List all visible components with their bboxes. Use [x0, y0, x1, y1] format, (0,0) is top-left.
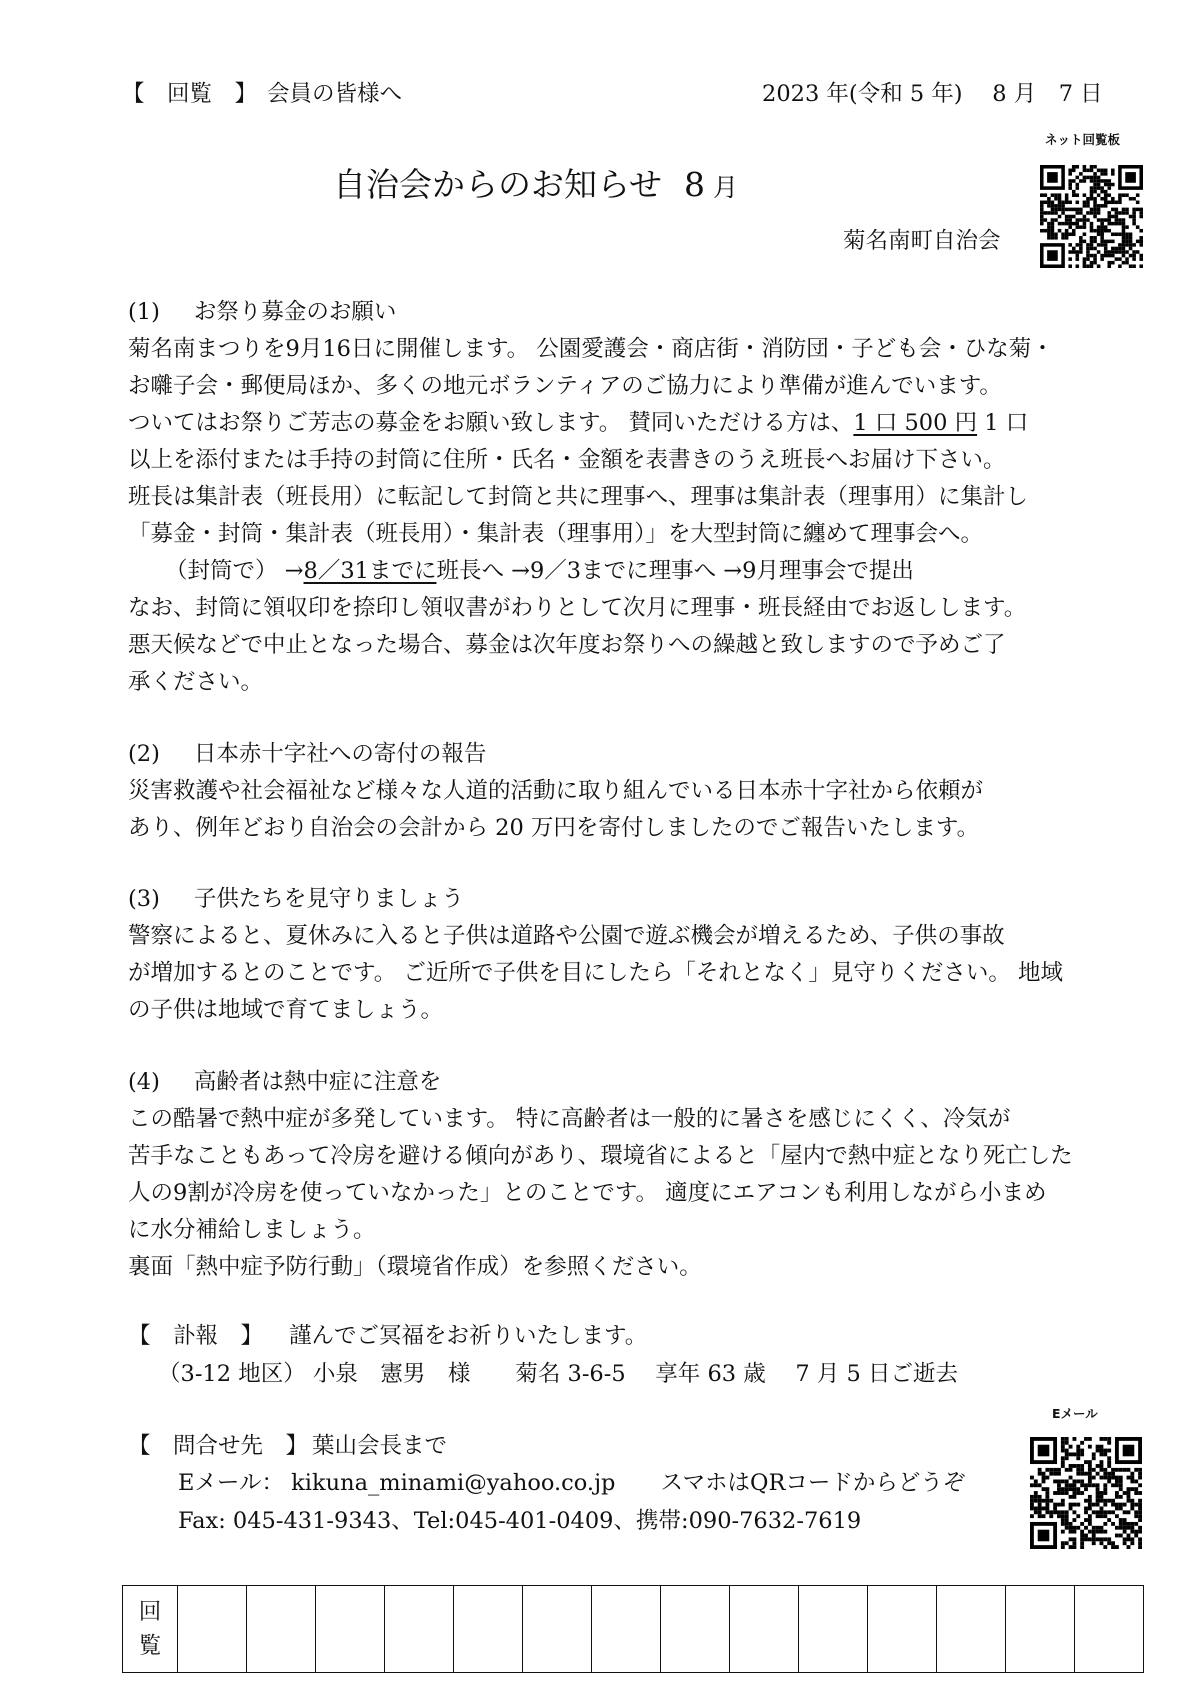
- section2-title: 日本赤十字社への寄付の報告: [193, 741, 487, 767]
- section3-line: の子供は地域で育てましょう。: [128, 997, 444, 1023]
- signoff-stamp-cell: [661, 1586, 730, 1673]
- contact-phone: Fax: 045-431-9343、Tel:045-401-0409、携帯:090-7632-7619: [178, 1508, 862, 1534]
- net-board-label: ネット回覧板: [1045, 132, 1121, 147]
- signoff-stamp-cell: [868, 1586, 937, 1673]
- section4-line: 人の9割が冷房を使っていなかった」とのことです。 適度にエアコンも利用しながら小まめ: [128, 1180, 1047, 1206]
- signoff-stamp-cell: [454, 1586, 523, 1673]
- donation-unit-amount: 1 口 500 円: [853, 410, 978, 436]
- email-qr-label: Eメール: [1052, 1406, 1098, 1421]
- contact-email: Eメール： kikuna_minami@yahoo.co.jp スマホはQRコードからどうぞ: [178, 1470, 966, 1496]
- section1-line: 「募金・封筒・集計表（班長用）・集計表（理事用）」を大型封筒に纏めて理事会へ。: [128, 521, 984, 547]
- contact-person: 葉山会長まで: [312, 1433, 448, 1459]
- signoff-stamp-cell: [523, 1586, 592, 1673]
- section4-line: 裏面「熱中症予防行動」（環境省作成）を参照ください。: [128, 1254, 702, 1280]
- section3-line: が増加するとのことです。 ご近所で子供を目にしたら「それとなく」見守りください。 地域: [128, 960, 1064, 986]
- section1-line: 承ください。: [128, 669, 264, 695]
- signoff-row: [123, 1586, 1144, 1673]
- signoff-label-cell: [123, 1586, 178, 1673]
- obituary-detail: （3-12 地区） 小泉 憲男 様 菊名 3-6-5 享年 63 歳 7 月 5 日ご逝去: [158, 1361, 958, 1387]
- section1-text: 1 口: [977, 410, 1029, 436]
- section1-line: 菊名南まつりを9月16日に開催します。 公園愛護会・商店街・消防団・子ども会・ひな菊・: [128, 336, 1054, 362]
- section1-line: 班長は集計表（班長用）に転記して封筒と共に理事へ、理事は集計表（理事用）に集計し: [128, 484, 1029, 510]
- contact-label: 【 問合せ先 】: [128, 1433, 309, 1459]
- signoff-stamp-cell: [1006, 1586, 1075, 1673]
- section4-line: この酷暑で熱中症が多発しています。 特に高齢者は一般的に暑さを感じにくく、冷気が: [128, 1106, 1011, 1132]
- net-board-qr-icon[interactable]: [1040, 165, 1143, 268]
- signoff-stamp-cell: [1075, 1586, 1144, 1673]
- section1-text: 班長へ →9／3までに理事へ →9月理事会で提出: [436, 558, 914, 584]
- title-main: 自治会からのお知らせ: [333, 165, 663, 204]
- section1-line: なお、封筒に領収印を捺印し領収書がわりとして次月に理事・班長経由でお返しします。: [128, 595, 1027, 621]
- section4-title: 高齢者は熱中症に注意を: [193, 1069, 442, 1095]
- circulation-signoff-table: [122, 1585, 1144, 1673]
- signoff-stamp-cell: [385, 1586, 454, 1673]
- header-left: [122, 78, 402, 111]
- section3-heading: [128, 883, 464, 916]
- section4-line: に水分補給しましょう。: [128, 1217, 376, 1243]
- signoff-label-char: 覧: [138, 1633, 162, 1659]
- contact-heading: [128, 1430, 447, 1463]
- signoff-stamp-cell: [178, 1586, 247, 1673]
- circular-label: 【 回覧 】: [122, 81, 258, 107]
- signoff-stamp-cell: [316, 1586, 385, 1673]
- section3-title: 子供たちを見守りましょう: [193, 886, 464, 912]
- deadline-underlined: 8／31までに: [303, 558, 437, 584]
- section2-line: 災害救護や社会福祉など様々な人道的活動に取り組んでいる日本赤十字社から依頼が: [128, 778, 984, 804]
- section1-line: [128, 407, 1028, 440]
- section1-line: 悪天候などで中止となった場合、募金は次年度お祭りへの繰越と致しますので予めご了: [128, 632, 1006, 658]
- title-month-unit: 月: [713, 173, 739, 202]
- signoff-stamp-cell: [799, 1586, 868, 1673]
- signoff-stamp-cell: [592, 1586, 661, 1673]
- section3-line: 警察によると、夏休みに入ると子供は道路や公園で遊ぶ機会が増えるため、子供の事故: [128, 923, 1005, 949]
- signoff-stamp-cell: [937, 1586, 1006, 1673]
- signoff-stamp-cell: [730, 1586, 799, 1673]
- email-qr-icon[interactable]: [1030, 1437, 1142, 1549]
- section2-number: (2): [128, 741, 160, 767]
- section1-heading: [128, 296, 396, 329]
- section2-line: あり、例年どおり自治会の会計から 20 万円を寄付しましたのでご報告いたします。: [128, 815, 980, 841]
- signoff-label-char: 回: [138, 1599, 162, 1625]
- section3-number: (3): [128, 886, 160, 912]
- section1-title: お祭り募金のお願い: [193, 299, 397, 325]
- section4-line: 苦手なこともあって冷房を避ける傾向があり、環境省によると「屋内で熱中症となり死亡した: [128, 1143, 1073, 1169]
- section1-schedule: [165, 555, 914, 588]
- section4-number: (4): [128, 1069, 160, 1095]
- issue-date: 2023 年(令和 5 年) 8 月 7 日: [762, 81, 1103, 107]
- signoff-stamp-cell: [247, 1586, 316, 1673]
- addressee: 会員の皆様へ: [267, 81, 403, 107]
- section1-number: (1): [128, 299, 160, 325]
- organization-name: 菊名南町自治会: [843, 228, 1001, 254]
- section2-heading: [128, 738, 486, 771]
- page-title: [333, 163, 738, 210]
- obituary-heading: [128, 1320, 647, 1353]
- obituary-label: 【 訃報 】: [128, 1323, 264, 1349]
- title-month-number: 8: [684, 165, 706, 204]
- section1-text: ついてはお祭りご芳志の募金をお願い致します。 賛同いただける方は、: [128, 410, 854, 436]
- obituary-message: 謹んでご冥福をお祈りいたします。: [289, 1323, 648, 1349]
- section4-heading: [128, 1066, 441, 1099]
- section1-line: 以上を添付または手持の封筒に住所・氏名・金額を表書きのうえ班長へお届け下さい。: [128, 447, 1006, 473]
- section1-line: お囃子会・郵便局ほか、多くの地元ボランティアのご協力により準備が進んでいます。: [128, 373, 1002, 399]
- section1-text: （封筒で） →: [165, 558, 304, 584]
